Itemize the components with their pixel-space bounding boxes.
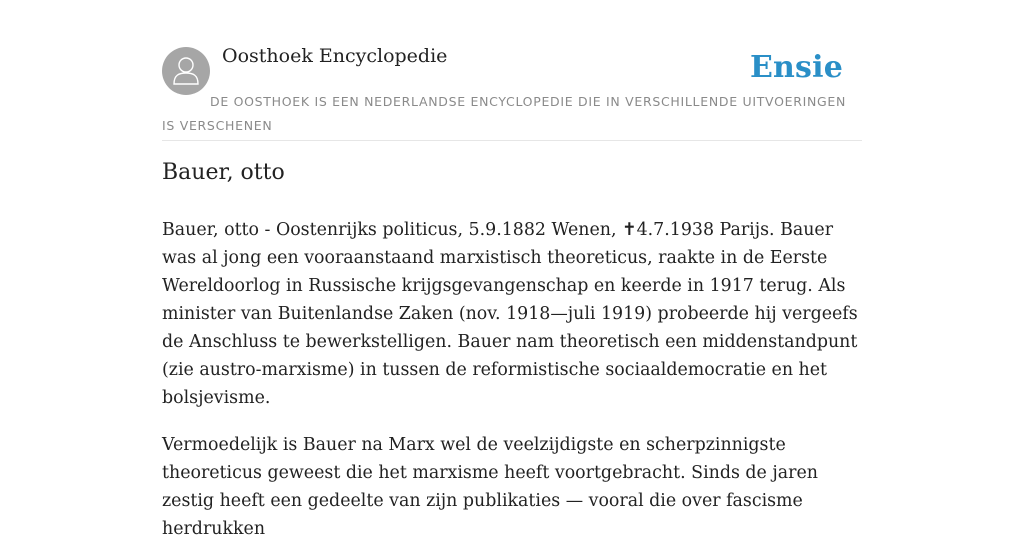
page-container [162, 0, 862, 539]
source-name-link[interactable]: Oosthoek Encyclopedie [222, 45, 448, 67]
source-description: DE OOSTHOEK IS EEN NEDERLANDSE ENCYCLOPEDIE DIE IN VERSCHILLENDE UITVOERINGEN IS VERSCHENEN [162, 94, 847, 133]
brand-logo[interactable]: Ensie [749, 50, 843, 85]
source-avatar[interactable] [162, 47, 210, 95]
source-header [162, 0, 862, 141]
user-icon [162, 47, 210, 95]
article-paragraph: Bauer, otto - Oostenrijks politicus, 5.9.1882 Wenen, ✝4.7.1938 Parijs. Bauer was al jong een vooraanstaand marxistisch theoreticus, raakte in de Eerste Wereldoorlog in Russische krijgsgevangenschap en keerde in 1917 terug. Als minister van Buitenlandse Zaken (nov. 1918—juli 1919) probeerde hij vergeefs de Anschluss te bewerkstelligen. Bauer nam theoretisch een middenstandpunt (zie austro-marxisme) in tussen de reformistische sociaaldemocratie en het bolsjevisme. [162, 220, 858, 408]
article-title: Bauer, otto [162, 160, 285, 185]
article-paragraph: Vermoedelijk is Bauer na Marx wel de veelzijdigste en scherpzinnigste theoreticus geweest die het marxisme heeft voortgebracht. Sinds de jaren zestig heeft een gedeelte van zijn publikaties — vooral die over fascisme herdrukken [162, 435, 818, 539]
